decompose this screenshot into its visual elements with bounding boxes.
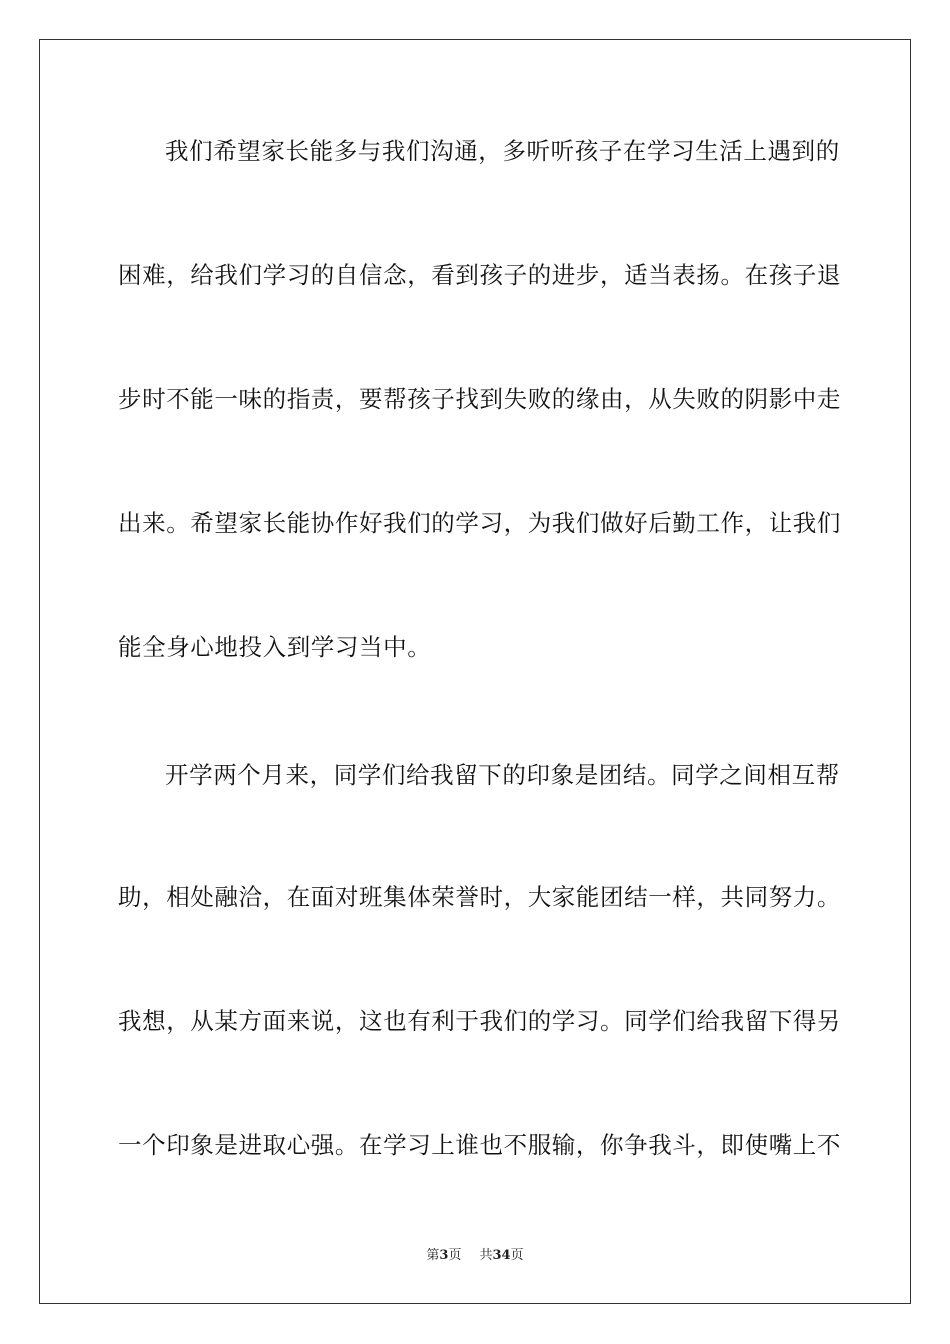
- paragraph-1-line-5: 能全身心地投入到学习当中。: [118, 633, 432, 661]
- paragraph-2-line-1: 开学两个月来，同学们给我留下的印象是团结。同学之间相互帮: [165, 761, 840, 789]
- page-border: [39, 39, 911, 1304]
- total-prefix: 共: [479, 1248, 493, 1263]
- paragraph-2-line-4: 一个印象是进取心强。在学习上谁也不服输，你争我斗，即使嘴上不: [118, 1131, 841, 1159]
- paragraph-1-line-4: 出来。希望家长能协作好我们的学习，为我们做好后勤工作，让我们: [118, 509, 841, 537]
- page-footer: [0, 1247, 950, 1265]
- paragraph-2-line-3: 我想，从某方面来说，这也有利于我们的学习。同学们给我留下得另: [118, 1007, 841, 1035]
- page-number: 3: [439, 1248, 449, 1263]
- paragraph-1-line-1: 我们希望家长能多与我们沟通，多听听孩子在学习生活上遇到的: [165, 137, 840, 165]
- page-suffix: 页: [448, 1248, 462, 1263]
- total-suffix: 页: [510, 1248, 524, 1263]
- total-pages: 34: [492, 1248, 511, 1263]
- paragraph-1-line-2: 困难，给我们学习的自信念，看到孩子的进步，适当表扬。在孩子退: [118, 261, 841, 289]
- paragraph-1-line-3: 步时不能一味的指责，要帮孩子找到失败的缘由，从失败的阴影中走: [118, 385, 841, 413]
- paragraph-2-line-2: 助，相处融洽，在面对班集体荣誉时，大家能团结一样，共同努力。: [118, 883, 841, 911]
- page-prefix: 第: [426, 1248, 440, 1263]
